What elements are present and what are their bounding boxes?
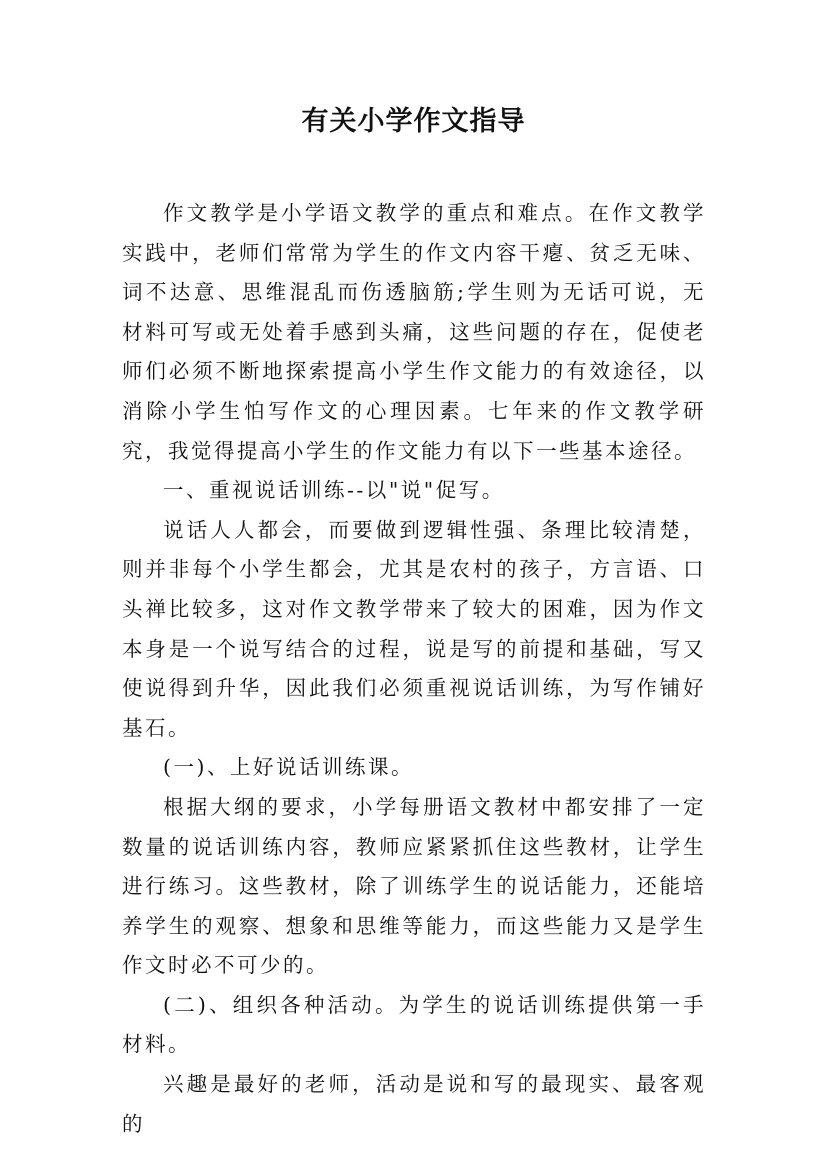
heading-section-1: 一、重视说话训练--以"说"促写。	[163, 478, 505, 503]
document-body	[122, 194, 706, 1144]
paragraph-interest: 兴趣是最好的老师，活动是说和写的最现实、最客观的	[122, 1072, 706, 1136]
document-title: 有关小学作文指导	[301, 106, 526, 137]
heading-subsection-2: (二)、组织各种活动。为学生的说话训练提供第一手材料。	[122, 992, 706, 1057]
paragraph-intro: 作文教学是小学语文教学的重点和难点。在作文教学实践中，老师们常常为学生的作文内容干瘪、贫乏无味、词不达意、思维混乱而伤透脑筋;学生则为无话可说，无材料可写或无处着手感到头痛，这些问题的存在，促使老师们必须不断地探索提高小学生作文能力的有效途径，以消除小学生怕写作文的心理因素。七年来的作文教学研究，我觉得提高小学生的作文能力有以下一些基本途径。	[122, 201, 706, 463]
paragraph-syllabus: 根据大纲的要求，小学每册语文教材中都安排了一定数量的说话训练内容，教师应紧紧抓住这些教材，让学生进行练习。这些教材，除了训练学生的说话能力，还能培养学生的观察、想象和思维等能力，而这些能力又是学生作文时必不可少的。	[122, 794, 706, 978]
heading-subsection-1: (一)、上好说话训练课。	[163, 755, 414, 780]
paragraph-speaking: 说话人人都会，而要做到逻辑性强、条理比较清楚，则并非每个小学生都会，尤其是农村的孩子，方言语、口头禅比较多，这对作文教学带来了较大的困难，因为作文本身是一个说写结合的过程，说是写的前提和基础，写又使说得到升华，因此我们必须重视说话训练，为写作铺好基石。	[122, 517, 706, 740]
